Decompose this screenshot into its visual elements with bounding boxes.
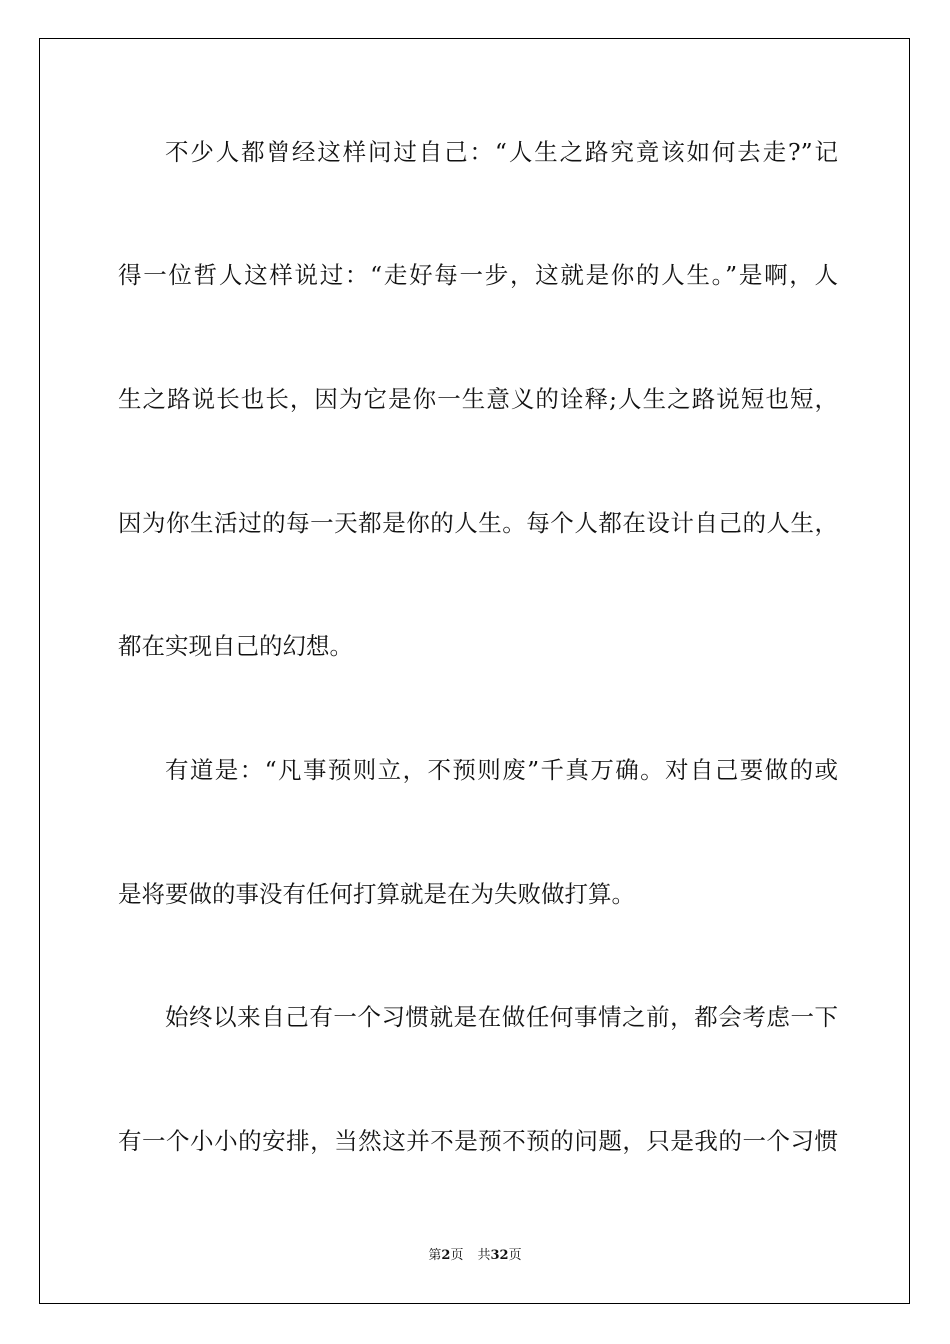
total-page-number: 32: [490, 1248, 509, 1263]
current-page-number: 2: [441, 1248, 451, 1263]
page-footer: [0, 1246, 950, 1266]
paragraph-1-line-4: 因为你生活过的每一天都是你的人生。每个人都在设计自己的人生，: [118, 509, 838, 537]
paragraph-3-line-2: 有一个小小的安排，当然这并不是预不预的问题，只是我的一个习惯: [118, 1127, 838, 1155]
paragraph-1-line-5: 都在实现自己的幻想。: [118, 632, 353, 660]
paragraph-1-line-2: 得一位哲人这样说过：“走好每一步，这就是你的人生。”是啊，人: [118, 261, 838, 289]
paragraph-3-line-1: 始终以来自己有一个习惯就是在做任何事情之前，都会考虑一下: [165, 1003, 838, 1031]
paragraph-1-line-1: 不少人都曾经这样问过自己：“人生之路究竟该如何去走?”记: [165, 138, 838, 166]
page-prefix: 第: [428, 1248, 442, 1263]
page-suffix: 页: [450, 1248, 464, 1263]
paragraph-2-line-1: 有道是：“凡事预则立，不预则废”千真万确。对自己要做的或: [165, 756, 838, 784]
paragraph-2-line-2: 是将要做的事没有任何打算就是在为失败做打算。: [118, 880, 635, 908]
total-suffix: 页: [508, 1248, 522, 1263]
total-prefix: 共: [477, 1248, 491, 1263]
paragraph-1-line-3: 生之路说长也长，因为它是你一生意义的诠释;人生之路说短也短，: [118, 385, 838, 413]
page-border: [39, 38, 910, 1304]
